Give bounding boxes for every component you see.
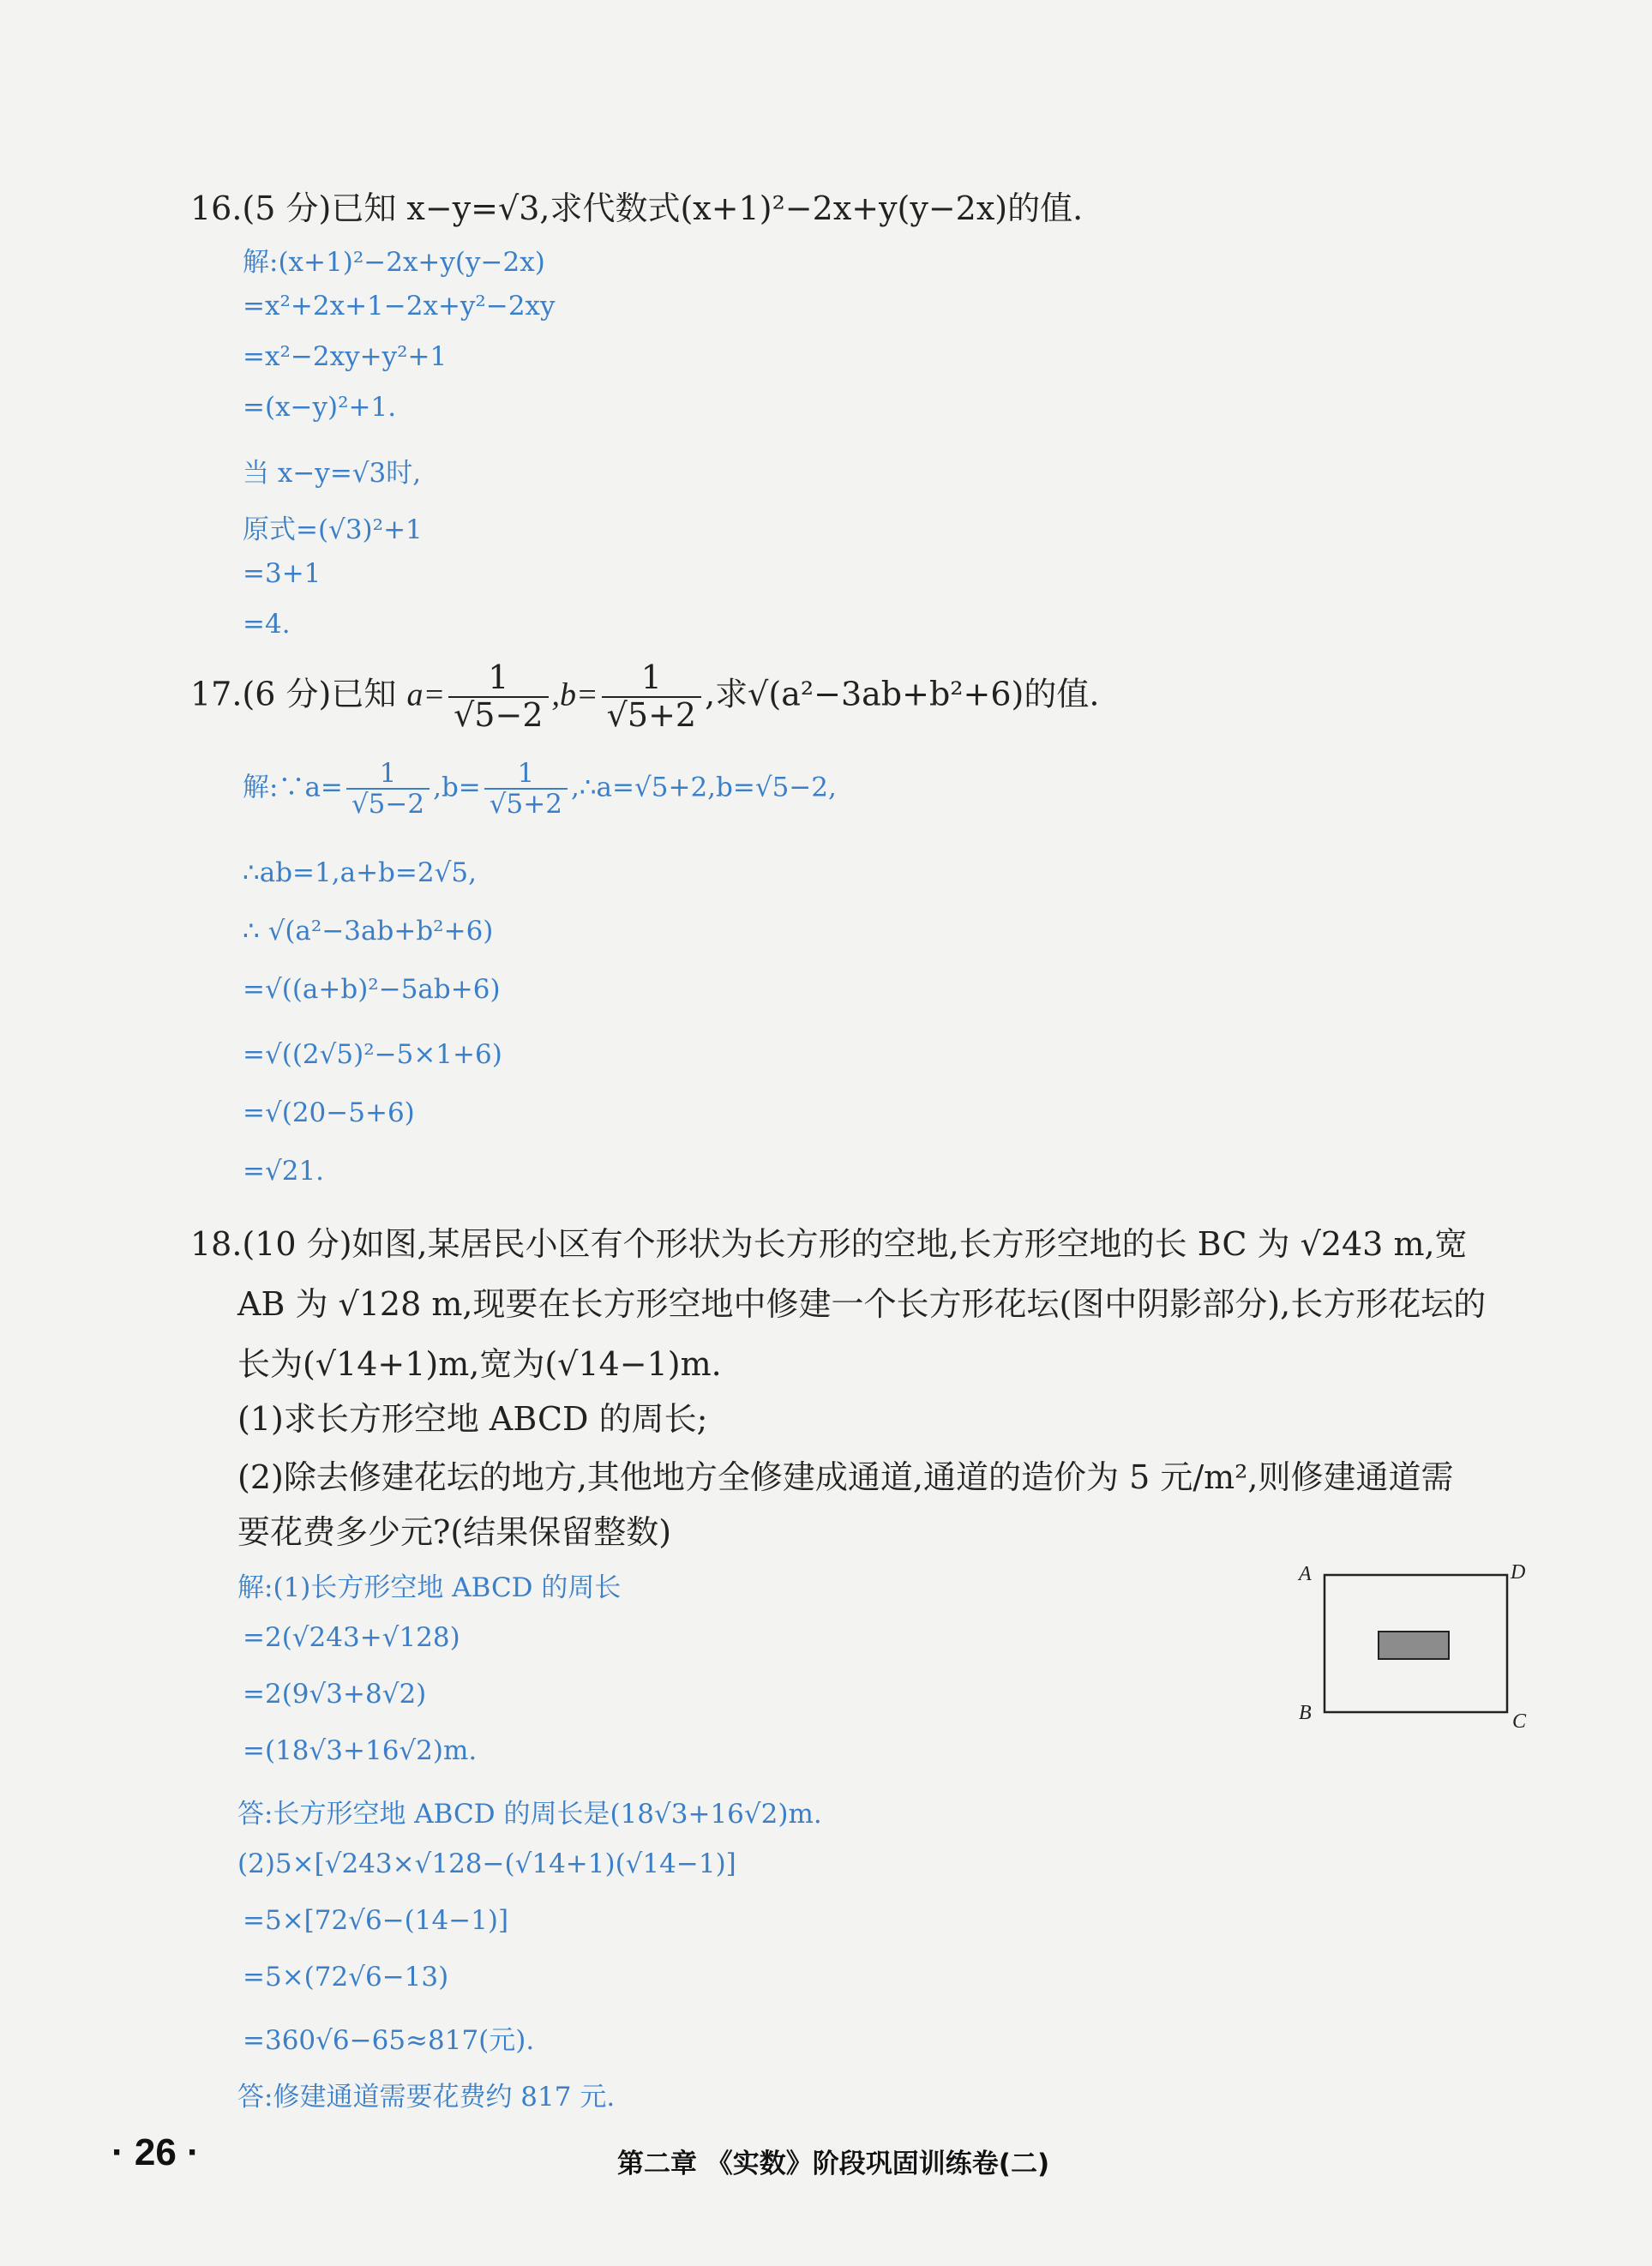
q17-b-eq: ,b= [551, 676, 598, 713]
flowerbed-rectangle [1379, 1632, 1449, 1659]
q17-a-numerator: 1 [488, 658, 509, 696]
q18-answer-1: 答:长方形空地 ABCD 的周长是(18√3+16√2)m. [237, 1799, 822, 1830]
q18-solution-line: (2)5×[√243×√128−(√14+1)(√14−1)] [237, 1848, 736, 1879]
label-B: B [1299, 1702, 1312, 1724]
q17-sol-b-denominator: √5+2 [484, 788, 568, 819]
q17-sol-a-numerator: 1 [379, 758, 397, 789]
q18-subquestion-2: (2)除去修建花坛的地方,其他地方全修建成通道,通道的造价为 5 元/m²,则修建通道需 [237, 1458, 1454, 1496]
q18-solution-line: =5×(72√6−13) [243, 1962, 449, 1993]
q17-b-numerator: 1 [640, 658, 662, 696]
label-D: D [1511, 1561, 1526, 1584]
q17-solution-line: =√((a+b)²−5ab+6) [243, 974, 501, 1005]
rectangle-figure [1290, 1556, 1539, 1736]
q18-solution-line: 解:(1)长方形空地 ABCD 的周长 [237, 1572, 622, 1603]
q17-b-fraction [602, 660, 701, 734]
q18-question-line: 18.(10 分)如图,某居民小区有个形状为长方形的空地,长方形空地的长 BC 为 √243 m,宽 [190, 1225, 1468, 1263]
q18-question-line: AB 为 √128 m,现要在长方形空地中修建一个长方形花坛(图中阴影部分),长方形花坛的 [237, 1285, 1487, 1323]
q17-solution-first [243, 759, 837, 819]
q18-solution-line: =(18√3+16√2)m. [243, 1735, 478, 1766]
q17-solution-line: ∴ab=1,a+b=2√5, [243, 857, 477, 888]
q17-question [190, 660, 1099, 734]
q16-solution-line: =x²−2xy+y²+1 [243, 341, 448, 372]
q17-sol-a-fraction [346, 759, 430, 819]
q16-solution-line: 当 x−y=√3时, [243, 458, 422, 489]
label-A: A [1299, 1563, 1312, 1585]
q17-solution-line: =√(20−5+6) [243, 1097, 415, 1128]
q16-solution-line: 解:(x+1)²−2x+y(y−2x) [243, 247, 545, 278]
q18-solution-line: =2(√243+√128) [243, 1622, 460, 1653]
q16-solution-line: =(x−y)²+1. [243, 392, 397, 423]
q16-question: 16.(5 分)已知 x−y=√3,求代数式(x+1)²−2x+y(y−2x)的值. [190, 189, 1084, 227]
page-number: · 26 · [111, 2131, 200, 2173]
q17-prefix: 17.(6 分)已知 [190, 675, 397, 713]
q16-solution-line: =x²+2x+1−2x+y²−2xy [243, 291, 556, 322]
q16-solution-line: =4. [243, 609, 291, 640]
q17-sol-b-numerator: 1 [517, 758, 535, 789]
q17-suffix: ,求√(a²−3ab+b²+6)的值. [705, 675, 1100, 713]
q17-a-eq: a= [406, 676, 446, 713]
q18-solution-line: =5×[72√6−(14−1)] [243, 1905, 509, 1936]
q16-solution-line: 原式=(√3)²+1 [243, 514, 423, 545]
q17-sol-prefix: 解:∵a= [243, 772, 343, 803]
q17-solution-line: =√21. [243, 1156, 325, 1187]
q17-a-fraction [448, 660, 548, 734]
q18-question-line: 长为(√14+1)m,宽为(√14−1)m. [237, 1345, 722, 1383]
q16-solution-line: =3+1 [243, 558, 321, 589]
q17-sol-suffix: ,∴a=√5+2,b=√5−2, [570, 772, 837, 803]
label-C: C [1512, 1710, 1527, 1733]
q18-subquestion-1: (1)求长方形空地 ABCD 的周长; [237, 1400, 708, 1438]
q17-sol-b-eq: ,b= [433, 772, 481, 803]
q17-sol-a-denominator: √5−2 [346, 788, 430, 819]
q18-answer-2: 答:修建通道需要花费约 817 元. [237, 2082, 616, 2113]
q17-b-denominator: √5+2 [602, 696, 701, 734]
q17-solution-line: =√((2√5)²−5×1+6) [243, 1039, 502, 1070]
q17-sol-b-fraction [484, 759, 568, 819]
footer-title: 第二章 《实数》阶段巩固训练卷(二) [617, 2149, 1050, 2179]
q17-a-denominator: √5−2 [448, 696, 548, 734]
q18-solution-line: =360√6−65≈817(元). [243, 2025, 535, 2056]
q17-solution-line: ∴ √(a²−3ab+b²+6) [243, 916, 494, 947]
q18-question-line: 要花费多少元?(结果保留整数) [237, 1513, 672, 1551]
q18-solution-line: =2(9√3+8√2) [243, 1679, 427, 1710]
